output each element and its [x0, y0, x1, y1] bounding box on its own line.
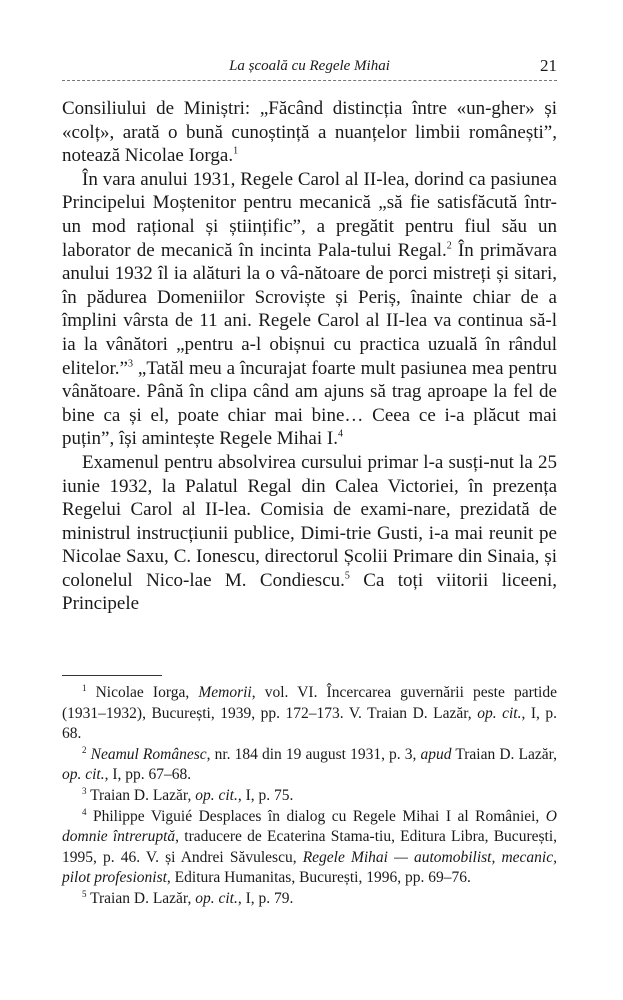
footnote-italic: op. cit. [62, 766, 105, 784]
footnote-italic: op. cit. [477, 704, 522, 722]
footnote-ref-4: 4 [337, 428, 343, 440]
paragraph-2-text-c: „Tatăl meu a încurajat foarte mult pasiunea mea pentru vânătoare. Până în clipa când am ajuns să trag aproape la fel de bine ca și el, poate chiar mai bine… Ceea ce i-a plăcut mai puțin”, își amintește Regele Mihai I. [62, 357, 557, 450]
footnote-text: , vol. VI. Încercarea guvernării peste partide (1931–1932), București, 1939, pp. 172–173. V. Traian D. Lazăr, [62, 684, 557, 722]
paragraph-1 [62, 97, 557, 168]
footnote-ref-3: 3 [127, 358, 133, 370]
paragraph-3 [62, 451, 557, 616]
running-title: La școală cu Regele Mihai [229, 58, 390, 74]
footnote-text: , traducere de Ecaterina Stama-tiu, Editura Libra, București, 1995, p. 46. V. și Andrei Săvulescu, [62, 828, 558, 866]
footnote-number: 1 [82, 682, 87, 693]
paragraph-3-text-b: Ca toți viitorii liceeni, Principele [62, 569, 557, 615]
footnote-italic: apud [420, 745, 452, 763]
footnote-1 [62, 683, 557, 745]
footnote-text: , I, p. 68. [62, 704, 558, 743]
paragraph-3-text-a: Examenul pentru absolvirea cursului primar l-a susți-nut la 25 iunie 1932, la Palatul Regal din Calea Victoriei, în prezența Regelui Carol al II-lea. Comisia de exami-nare, prezidată de ministrul instrucțiunii publice, Dimi-trie Gusti, i-a mai reunit pe Nicolae Saxu, C. Ionescu, directorul Școlii Primare din Sinaia, și colonelul Nico-lae M. Condiescu. [62, 451, 557, 591]
paragraph-2-text-b: În primăvara anului 1932 îl ia alături la o vâ-nătoare de porci mistreți și sitari, în pădurea Domeniilor Scroviște și Periș, înainte chiar de a împlini vârsta de 11 ani. Regele Carol al II-lea va continua să-l ia la vânători „pentru a-l obișnui cu practica uzuală în rândul elitelor.” [62, 239, 557, 379]
footnote-text: Philippe Viguié Desplaces în dialog cu Regele Mihai I al României, [86, 807, 546, 825]
footnote-italic: Regele Mihai — automobilist, mecanic, pilot profesionist [62, 848, 557, 887]
footnote-text: , nr. 184 din 19 august 1931, p. 3, [206, 745, 421, 763]
footnotes [62, 683, 557, 910]
footnote-ref-5: 5 [344, 570, 350, 582]
footnote-number: 4 [82, 806, 87, 817]
footnote-text: , I, p. 79. [237, 889, 294, 907]
paragraph-1-text: Consiliului de Miniștri: „Făcând distincția între «un-gher» și «colț», arată o bună cunoștință a nuanțelor limbii românești”, notează Nicolae Iorga. [62, 98, 557, 167]
footnote-text: Traian D. Lazăr, [86, 889, 196, 907]
main-text [62, 97, 557, 616]
footnote-italic: O domnie întreruptă [62, 807, 557, 846]
footnote-text: Traian D. Lazăr, [451, 745, 558, 763]
paragraph-2 [62, 168, 557, 451]
footnote-number: 2 [82, 744, 87, 755]
footnote-italic: Memorii [198, 684, 252, 701]
footnote-number: 3 [82, 785, 87, 796]
footnote-italic: Neamul Românesc [90, 745, 207, 763]
footnote-text: Traian D. Lazăr, [86, 786, 196, 804]
footnote-text: Nicolae Iorga, [86, 684, 199, 701]
footnote-divider [62, 675, 162, 676]
footnote-number: 5 [82, 888, 87, 899]
footnote-5 [62, 889, 557, 910]
footnote-text: , Editura Humanitas, București, 1996, pp. 69–76. [166, 869, 471, 887]
footnote-4 [62, 807, 557, 889]
footnote-ref-2: 2 [446, 240, 452, 252]
footnote-2 [62, 745, 557, 786]
footnote-italic: op. cit. [195, 889, 238, 907]
footnote-italic: op. cit. [195, 786, 238, 804]
running-header [62, 58, 557, 81]
footnote-ref-1: 1 [233, 145, 239, 157]
page-number: 21 [540, 56, 557, 75]
footnote-text: , I, pp. 67–68. [104, 766, 192, 784]
footnote-3 [62, 786, 557, 807]
footnote-text: , I, p. 75. [237, 786, 294, 804]
paragraph-2-text-a: În vara anului 1931, Regele Carol al II-lea, dorind ca pasiunea Principelui Moștenitor pentru mecanică „să fie satisfăcută într-un mod rațional și științific”, a pregătit pentru fiul său un laborator de mecanică în incinta Pala-tului Regal. [62, 168, 557, 261]
